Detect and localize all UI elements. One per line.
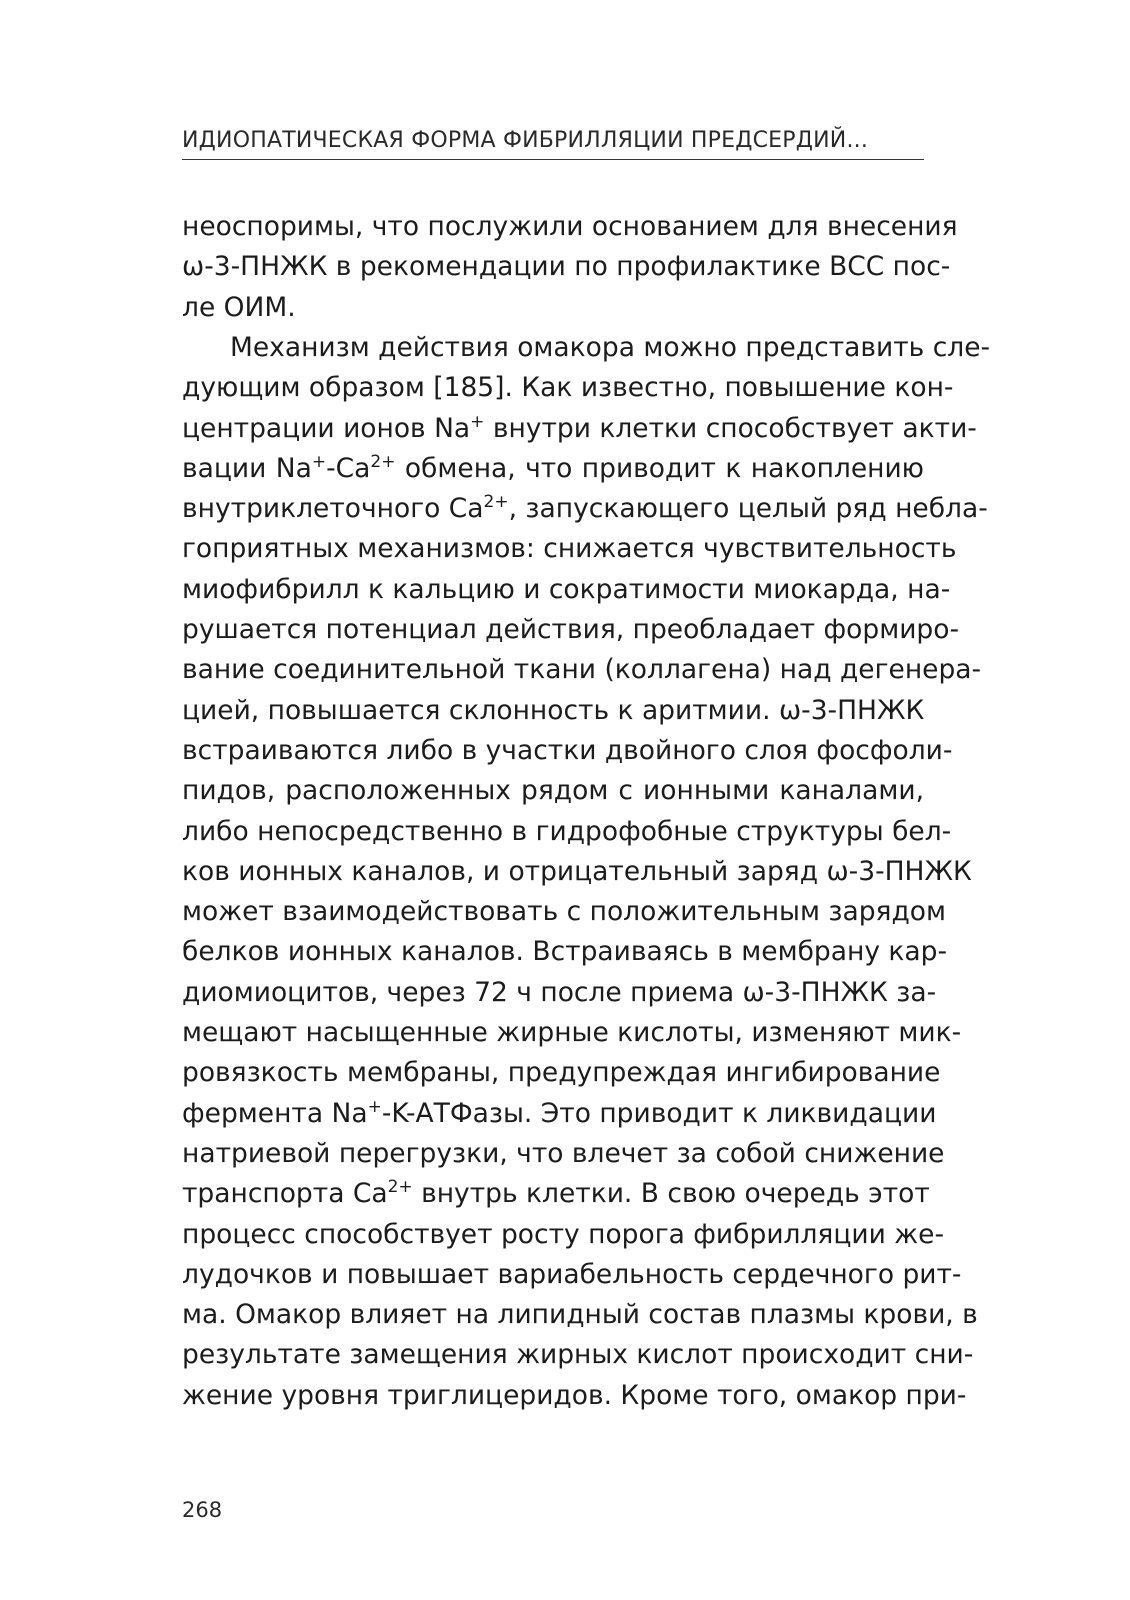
superscript: + — [311, 451, 327, 472]
text-segment: вание соединительной ткани (коллагена) над дегенера- — [182, 654, 982, 686]
text-segment: -Ca — [326, 452, 371, 484]
text-segment: миофибрилл к кальцию и сократимости миокарда, на- — [182, 573, 951, 605]
text-line — [182, 892, 946, 932]
superscript: 2+ — [387, 1177, 413, 1198]
text-segment: фермента Na — [182, 1097, 368, 1129]
superscript: 2+ — [483, 492, 509, 513]
text-segment: ле ОИМ. — [182, 291, 296, 323]
text-line — [182, 1295, 978, 1335]
text-line — [182, 650, 982, 690]
text-line — [182, 489, 988, 529]
text-segment: результате замещения жирных кислот происходит сни- — [182, 1339, 974, 1371]
text-segment: гоприятных механизмов: снижается чувствительность — [182, 533, 957, 565]
text-line — [182, 1215, 945, 1255]
text-segment: может взаимодействовать с положительным зарядом — [182, 896, 946, 928]
text-line — [182, 1376, 967, 1416]
header-rule — [182, 159, 924, 160]
text-segment: транспорта Ca — [182, 1178, 388, 1210]
text-line — [182, 1335, 974, 1375]
text-segment: цией, повышается склонность к аритмии. ω-3-ПНЖК — [182, 694, 925, 726]
text-line — [182, 409, 977, 449]
text-segment: диомиоцитов, через 72 ч после приема ω-3-ПНЖК за- — [182, 976, 937, 1008]
text-line — [182, 691, 924, 731]
text-segment: натриевой перегрузки, что влечет за собой снижение — [182, 1137, 945, 1169]
text-segment: либо непосредственно в гидрофобные структуры бел- — [182, 815, 952, 847]
text-segment: ω-3-ПНЖК в рекомендации по профилактике ВСС пос- — [182, 251, 951, 283]
text-segment: -K-АТФазы. Это приводит к ликвидации — [381, 1097, 937, 1129]
text-line — [182, 771, 924, 811]
text-segment: внутриклеточного Ca — [182, 493, 484, 525]
text-line — [230, 328, 991, 368]
text-line — [182, 207, 958, 247]
text-line — [182, 449, 924, 489]
text-segment: ровязкость мембраны, предупреждая ингибирование — [182, 1057, 941, 1089]
running-head: ИДИОПАТИЧЕСКАЯ ФОРМА ФИБРИЛЛЯЦИИ ПРЕДСЕРДИЙ... — [182, 128, 869, 153]
text-line — [182, 247, 951, 287]
text-segment: дующим образом [185]. Как известно, повышение кон- — [182, 372, 954, 404]
superscript: + — [367, 1096, 382, 1117]
text-line — [182, 1094, 937, 1134]
text-line — [182, 288, 924, 328]
text-line — [182, 731, 953, 771]
superscript: 2+ — [370, 451, 396, 472]
text-segment: мещают насыщенные жирные кислоты, изменяют мик- — [182, 1017, 962, 1048]
text-line — [182, 1174, 930, 1214]
text-line — [182, 529, 957, 569]
text-line — [182, 1255, 962, 1295]
text-line — [182, 973, 937, 1013]
text-segment: внутрь клетки. В свою очередь этот — [412, 1178, 930, 1210]
text-segment: центрации ионов Na — [182, 412, 471, 444]
text-segment: ма. Омакор влияет на липидный состав плазмы крови, в — [182, 1299, 978, 1331]
text-segment: белков ионных каналов. Встраиваясь в мембрану кар- — [182, 936, 948, 968]
text-segment: внутри клетки способствует акти- — [484, 412, 977, 444]
superscript: + — [470, 411, 485, 432]
text-line — [182, 368, 954, 408]
text-segment: неоспоримы, что послужили основанием для внесения — [182, 211, 958, 242]
text-segment: лудочков и повышает вариабельность сердечного рит- — [182, 1258, 962, 1290]
text-line — [182, 1134, 945, 1174]
text-segment: Механизм действия омакора можно представить сле- — [230, 331, 991, 363]
text-line — [182, 610, 960, 650]
text-segment: жение уровня триглицеридов. Кроме того, омакор при- — [182, 1379, 967, 1411]
text-line — [182, 852, 972, 892]
text-segment: процесс способствует росту порога фибрилляции же- — [182, 1218, 945, 1250]
text-segment: , запускающего целый ряд небла- — [508, 493, 988, 525]
text-line — [182, 1053, 941, 1093]
text-segment: обмена, что приводит к накоплению — [395, 452, 924, 484]
page-number: 268 — [182, 1498, 223, 1522]
text-line — [182, 1013, 962, 1053]
text-segment: встраиваются либо в участки двойного слоя фосфоли- — [182, 734, 953, 766]
text-line — [182, 570, 951, 610]
text-segment: рушается потенциал действия, преобладает формиро- — [182, 614, 960, 645]
text-segment: ков ионных каналов, и отрицательный заряд ω-3-ПНЖК — [182, 855, 972, 887]
text-segment: пидов, расположенных рядом с ионными каналами, — [182, 775, 924, 807]
text-line — [182, 812, 952, 852]
text-segment: вации Na — [182, 452, 312, 484]
text-line — [182, 932, 948, 972]
